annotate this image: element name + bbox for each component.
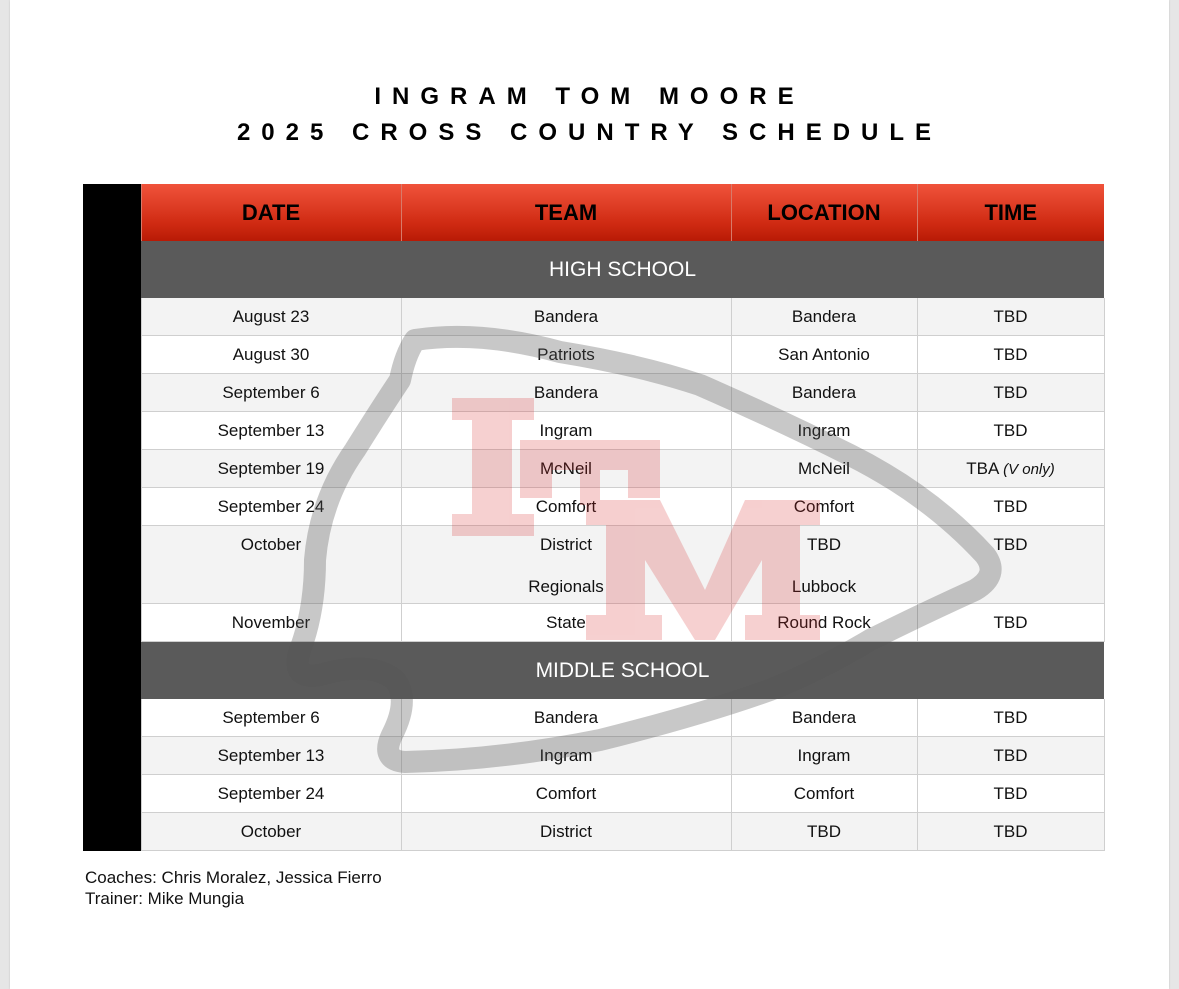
cell-time: TBD (917, 336, 1104, 374)
location-value-2: Lubbock (791, 577, 857, 596)
section-row-high-school (83, 241, 1104, 298)
time-note: (V only) (1003, 460, 1055, 478)
table-row (83, 526, 1104, 604)
row-spine (83, 488, 141, 526)
row-spine (83, 450, 141, 488)
cell-location: San Antonio (731, 336, 917, 374)
trainer-text: Trainer: Mike Mungia (85, 889, 245, 908)
cell-team: McNeil (401, 450, 731, 488)
cell-location: TBD (731, 813, 917, 851)
cell-team: Patriots (401, 336, 731, 374)
cell-time: TBD (917, 699, 1104, 737)
table-row (83, 775, 1104, 813)
row-spine (83, 412, 141, 450)
cell-date: September 24 (141, 488, 401, 526)
row-spine (83, 184, 141, 241)
cell-time (917, 450, 1104, 488)
cell-team: Ingram (401, 412, 731, 450)
schedule-table (83, 184, 1105, 851)
cell-time: TBD (917, 412, 1104, 450)
cell-team: Comfort (401, 488, 731, 526)
column-header-location: LOCATION (731, 184, 917, 241)
cell-date: September 13 (141, 737, 401, 775)
section-label-high-school: HIGH SCHOOL (141, 241, 1104, 298)
table-row (83, 336, 1104, 374)
column-header-team: TEAM (401, 184, 731, 241)
cell-time: TBD (917, 604, 1104, 642)
table-row (83, 488, 1104, 526)
coaches-text: Coaches: Chris Moralez, Jessica Fierro (85, 868, 382, 887)
cell-location: Ingram (731, 737, 917, 775)
cell-date: August 23 (141, 298, 401, 336)
cell-team: Bandera (401, 699, 731, 737)
time-value: TBD (993, 535, 1028, 554)
row-spine (83, 374, 141, 412)
table-row (83, 412, 1104, 450)
row-spine (83, 737, 141, 775)
time-value: TBA (966, 458, 999, 478)
row-spine (83, 298, 141, 336)
table-row (83, 604, 1104, 642)
location-value: TBD (807, 535, 841, 554)
cell-date: September 6 (141, 374, 401, 412)
doc-title-line1: INGRAM TOM MOORE (374, 83, 805, 110)
doc-title-line2: 2025 CROSS COUNTRY SCHEDULE (236, 119, 943, 146)
cell-team: District (401, 813, 731, 851)
cell-location (731, 526, 917, 604)
section-row-middle-school (83, 642, 1104, 700)
cell-location: Ingram (731, 412, 917, 450)
cell-team: Bandera (401, 298, 731, 336)
cell-date: September 13 (141, 412, 401, 450)
cell-team (401, 526, 731, 604)
cell-team: Comfort (401, 775, 731, 813)
cell-time: TBD (917, 737, 1104, 775)
row-spine (83, 775, 141, 813)
table-row (83, 737, 1104, 775)
cell-date (141, 526, 401, 604)
cell-team: State (401, 604, 731, 642)
team-value-2: Regionals (528, 577, 604, 596)
cell-location: Bandera (731, 374, 917, 412)
column-header-time: TIME (917, 184, 1104, 241)
date-value: October (240, 535, 302, 554)
row-spine (83, 604, 141, 642)
row-spine (83, 699, 141, 737)
cell-location: Bandera (731, 298, 917, 336)
cell-time: TBD (917, 488, 1104, 526)
row-spine (83, 336, 141, 374)
cell-time (917, 526, 1104, 604)
cell-time: TBD (917, 775, 1104, 813)
row-spine (83, 526, 141, 604)
cell-date: September 6 (141, 699, 401, 737)
table-header-row (83, 184, 1104, 241)
team-value: District (540, 535, 592, 554)
table-row (83, 450, 1104, 488)
row-spine (83, 642, 141, 700)
cell-date: September 19 (141, 450, 401, 488)
table-row (83, 813, 1104, 851)
table-row (83, 699, 1104, 737)
cell-location: Comfort (731, 775, 917, 813)
cell-date: November (141, 604, 401, 642)
cell-team: Ingram (401, 737, 731, 775)
section-label-middle-school: MIDDLE SCHOOL (141, 642, 1104, 700)
cell-location: Bandera (731, 699, 917, 737)
table-row (83, 374, 1104, 412)
cell-time: TBD (917, 374, 1104, 412)
cell-date: September 24 (141, 775, 401, 813)
cell-time: TBD (917, 298, 1104, 336)
cell-time: TBD (917, 813, 1104, 851)
cell-location: McNeil (731, 450, 917, 488)
cell-team: Bandera (401, 374, 731, 412)
cell-date: October (141, 813, 401, 851)
row-spine (83, 813, 141, 851)
cell-location: Round Rock (731, 604, 917, 642)
row-spine (83, 241, 141, 298)
footer-credits (85, 867, 382, 909)
cell-date: August 30 (141, 336, 401, 374)
cell-location: Comfort (731, 488, 917, 526)
column-header-date: DATE (141, 184, 401, 241)
table-row (83, 298, 1104, 336)
